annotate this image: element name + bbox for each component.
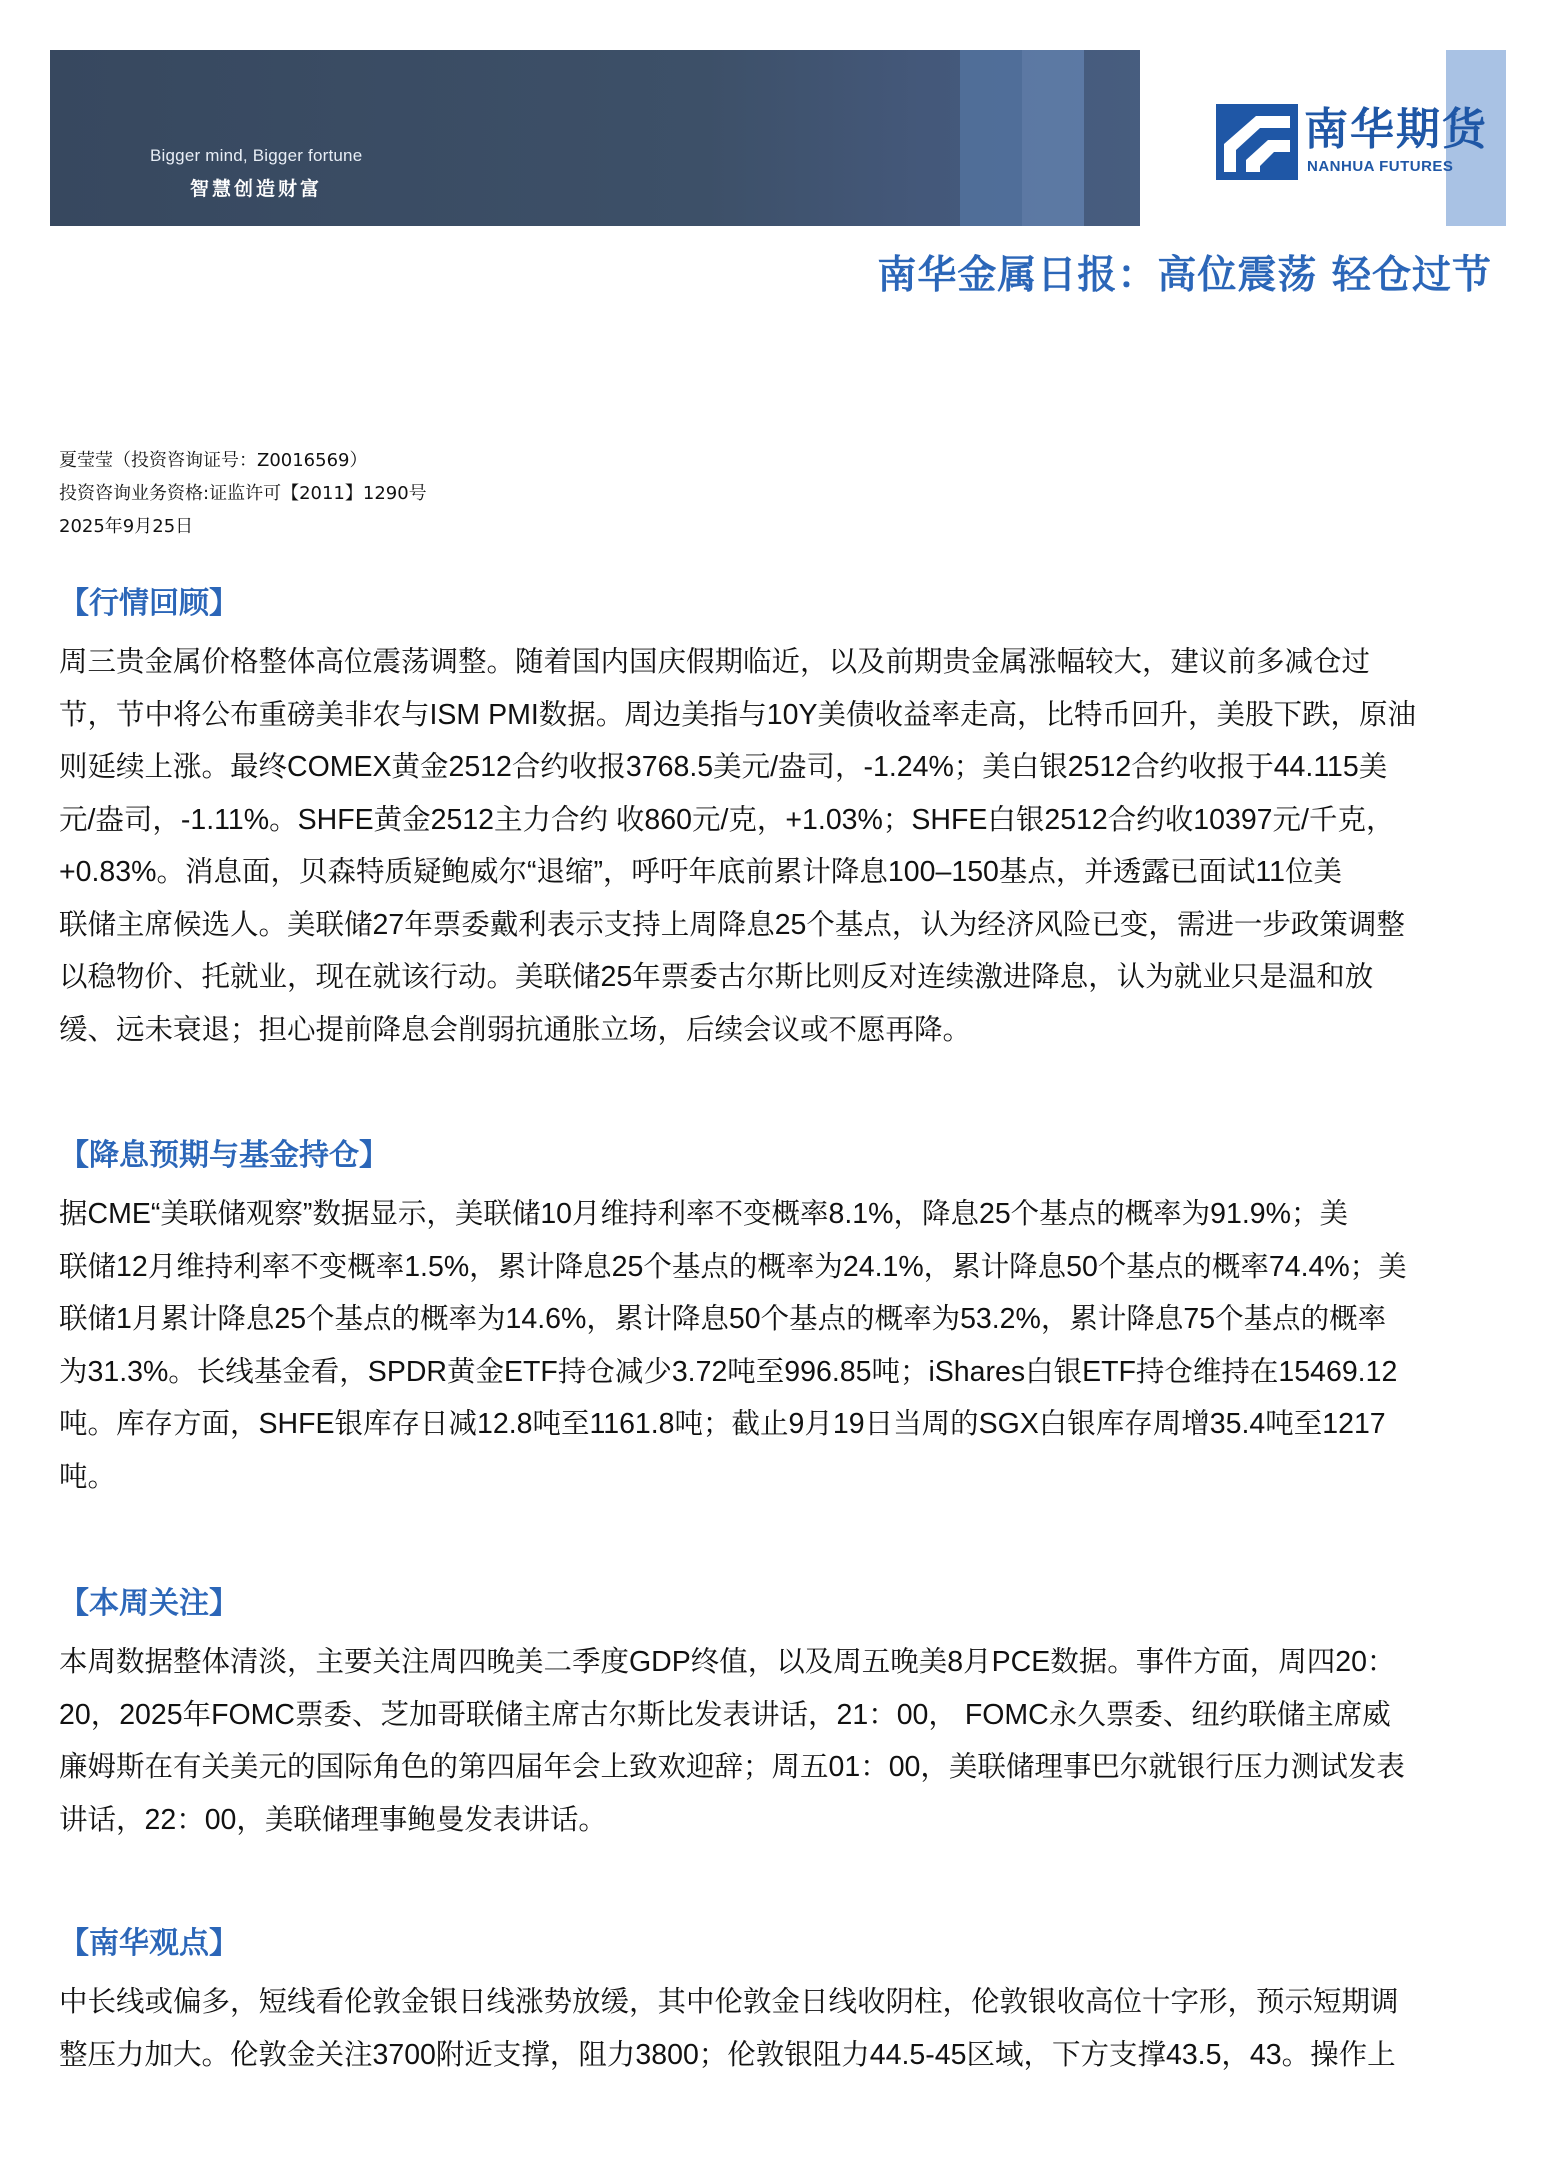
- logo-text-english: NANHUA FUTURES: [1307, 158, 1454, 175]
- text-line: +0.83%。消息面，贝森特质疑鲍威尔“退缩”，呼吁年底前累计降息100–150基点，并透露已面试11位美: [59, 856, 1342, 888]
- section-body-market-review: [59, 636, 1499, 1056]
- text-line: 讲话，22：00，美联储理事鲍曼发表讲话。: [59, 1803, 607, 1836]
- text-line: 周三贵金属价格整体高位震荡调整。随着国内国庆假期临近，以及前期贵金属涨幅较大，建议前多减仓过: [59, 646, 1371, 678]
- text-line: 缓、远未衰退；担心提前降息会削弱抗通胀立场，后续会议或不愿再降。: [59, 1013, 972, 1046]
- section-body-rate-expectations: [59, 1188, 1499, 1503]
- section-heading-rate-expectations: 【降息预期与基金持仓】: [59, 1138, 389, 1173]
- license-line: 投资咨询业务资格:证监许可【2011】1290号: [59, 483, 427, 504]
- report-date: 2025年9月25日: [59, 516, 194, 537]
- logo-text-chinese: 南华期货: [1304, 104, 1488, 155]
- report-title: 南华金属日报：高位震荡 轻仓过节: [877, 253, 1492, 298]
- text-line: 整压力加大。伦敦金关注3700附近支撑，阻力3800；伦敦银阻力44.5-45区域，下方支撑43.5，43。操作上: [59, 2038, 1396, 2071]
- text-line: 元/盎司，-1.11%。SHFE黄金2512主力合约 收860元/克，+1.03%；SHFE白银2512合约收10397元/千克，: [59, 803, 1395, 836]
- text-line: 以稳物价、托就业，现在就该行动。美联储25年票委古尔斯比则反对连续激进降息，认为就业只是温和放: [59, 961, 1374, 993]
- text-line: 本周数据整体清淡，主要关注周四晚美二季度GDP终值，以及周五晚美8月PCE数据。事件方面，周四20：: [59, 1646, 1396, 1678]
- text-line: 据CME“美联储观察”数据显示，美联储10月维持利率不变概率8.1%，降息25个基点的概率为91.9%；美: [59, 1198, 1348, 1230]
- text-line: 为31.3%。长线基金看，SPDR黄金ETF持仓减少3.72吨至996.85吨；iShares白银ETF持仓维持在15469.12: [59, 1355, 1398, 1388]
- section-heading-market-review: 【行情回顾】: [59, 586, 239, 621]
- text-line: 联储主席候选人。美联储27年票委戴利表示支持上周降息25个基点，认为经济风险已变，需进一步政策调整: [59, 908, 1405, 941]
- section-body-weekly-focus: [59, 1636, 1499, 1846]
- text-line: 中长线或偏多，短线看伦敦金银日线涨势放缓，其中伦敦金日线收阴柱，伦敦银收高位十字形，预示短期调: [59, 1986, 1399, 2018]
- text-line: 联储12月维持利率不变概率1.5%，累计降息25个基点的概率为24.1%，累计降息50个基点的概率74.4%；美: [59, 1250, 1407, 1283]
- slogan-english: Bigger mind, Bigger fortune: [150, 146, 363, 165]
- author-line: 夏莹莹（投资咨询证号：Z0016569）: [59, 450, 368, 471]
- text-line: 吨。: [59, 1460, 117, 1493]
- text-line: 节，节中将公布重磅美非农与ISM PMI数据。周边美指与10Y美债收益率走高，比特币回升，美股下跌，原油: [59, 698, 1416, 731]
- text-line: 20，2025年FOMC票委、芝加哥联储主席古尔斯比发表讲话，21：00， FOMC永久票委、纽约联储主席威: [59, 1698, 1391, 1731]
- text-line: 联储1月累计降息25个基点的概率为14.6%，累计降息50个基点的概率为53.2%，累计降息75个基点的概率: [59, 1303, 1387, 1335]
- nanhua-logo-icon: [1216, 104, 1298, 180]
- banner-stripe: [1022, 50, 1084, 226]
- slogan-chinese: 智慧创造财富: [190, 178, 323, 200]
- section-heading-nanhua-view: 【南华观点】: [59, 1926, 239, 1961]
- banner-stripe: [960, 50, 1022, 226]
- section-body-nanhua-view: [59, 1976, 1499, 2081]
- section-heading-weekly-focus: 【本周关注】: [59, 1586, 239, 1621]
- header-banner: [50, 50, 1506, 226]
- text-line: 则延续上涨。最终COMEX黄金2512合约收报3768.5美元/盎司，-1.24%；美白银2512合约收报于44.115美: [59, 751, 1388, 783]
- text-line: 廉姆斯在有关美元的国际角色的第四届年会上致欢迎辞；周五01：00，美联储理事巴尔就银行压力测试发表: [59, 1751, 1405, 1783]
- text-line: 吨。库存方面，SHFE银库存日减12.8吨至1161.8吨；截止9月19日当周的SGX白银库存周增35.4吨至1217: [59, 1408, 1386, 1440]
